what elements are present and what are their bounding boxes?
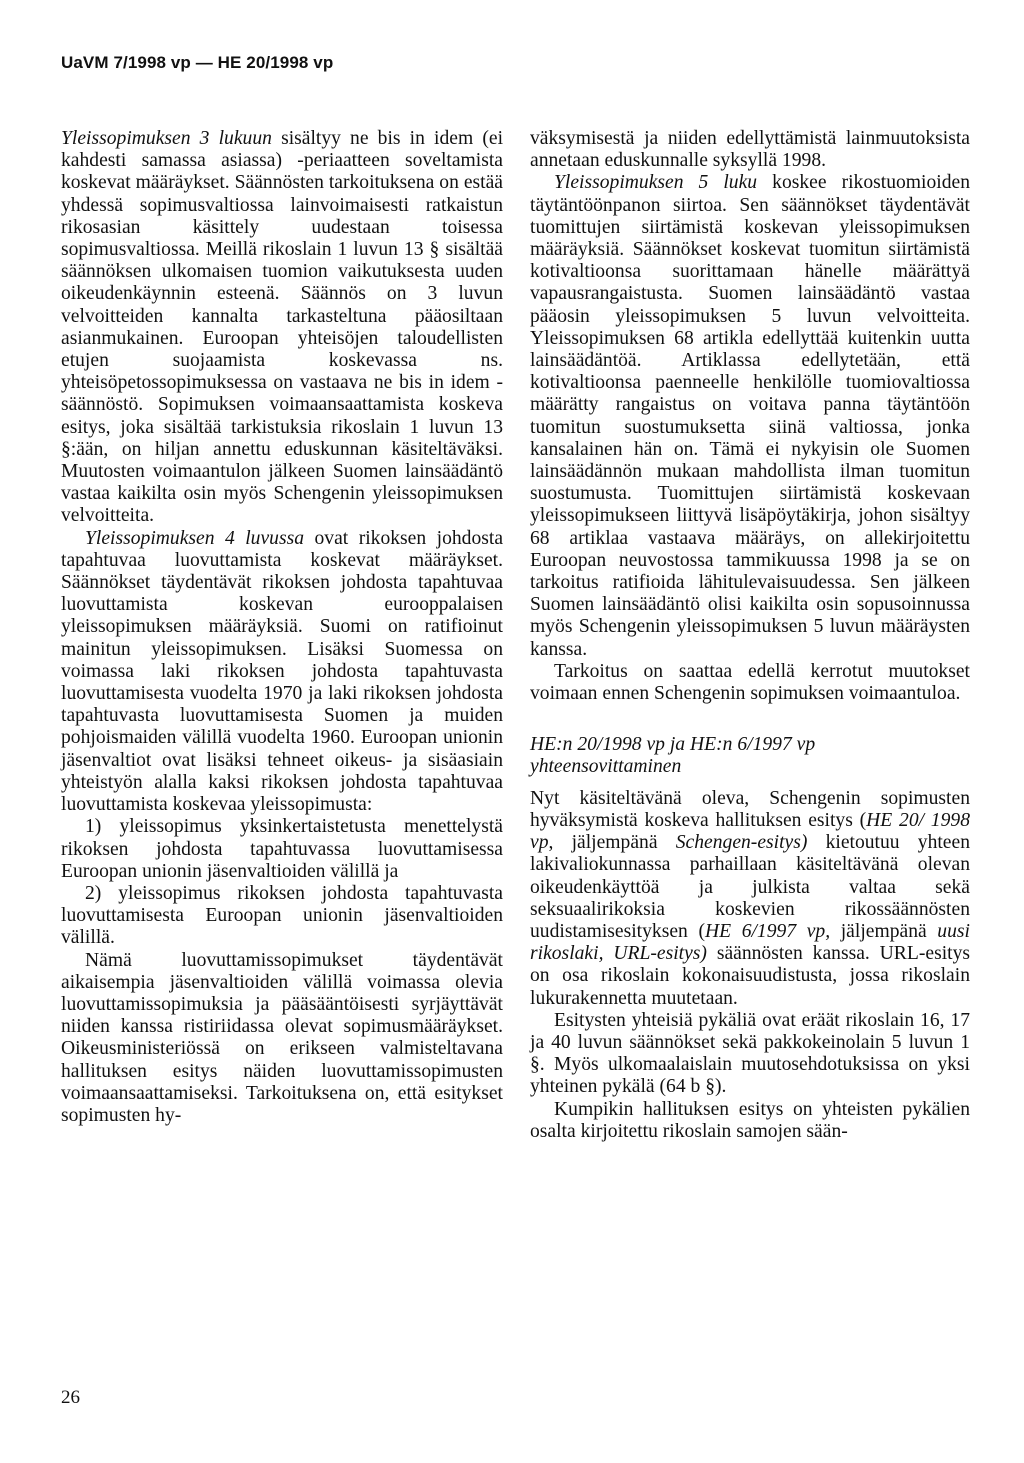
chapter-5-text: koskee rikostuomioiden täytäntöönpanon siirtoa. Sen säännökset täydentävät tuomittujen siirtämistä koskevan yleissopimuksen määräyksiä. Säännökset koskevat tuomitun siirtämistä kotivaltioonsa suorittamaan hänelle määrättyä vapausrangaistusta. Suomen lainsäädäntö vastaa pääosin yleissopimuksen 5 luvun velvoitteita. Yleissopimuksen 68 artikla edellyttää kuitenkin uutta lainsäädäntöä. Artiklassa edellytetään, että kotivaltioonsa paenneelle henkilölle tuomiovaltiossa määrätty rangaistus on voitava panna täytäntöön tuomitun suostumuksetta siinä valtiossa, jonka kansalainen hän on. Tämä ei nykyisin ole Suomen lainsäädännön mukaan mahdollista ilman tuomitun suostumusta. Tuomittujen siirtämistä koskevaan yleissopimukseen liittyvä lisäpöytäkirja, johon sisältyy 68 artiklaa vastaava määräys, on allekirjoitettu Euroopan neuvostossa tammikuussa 1998 ja se on tarkoitus ratifioida lähitulevaisuudessa. Sen jälkeen Suomen lainsäädäntö olisi kaikilta osin sopusoinnussa myös Schengenin yleissopimuksen 5 luvun määräysten kanssa. xyxy=(530,172,971,660)
coordination-text-e: kietoutuu yhteen lakivaliokunnassa parhaillaan käsiteltävänä olevan oikeudenkäyttöä ja julkista valtaa sekä seksuaalirikoksia koskevien rikossäännösten uudistamisesityksen ( xyxy=(530,832,971,942)
paragraph-chapter-5 xyxy=(530,172,970,660)
paragraph-common-sections: Esitysten yhteisiä pykäliä ovat eräät rikoslain 16, 17 ja 40 luvun säännökset sekä pakkokeinolain 5 luvun 1 §. Myös ulkomaalaislain muutosehdotuksissa on yksi yhteinen pykälä (64 b §). xyxy=(530,1009,970,1098)
paragraph-both-proposals: Kumpikin hallituksen esitys on yhteisten pykälien osalta kirjoitettu rikoslain samojen sään- xyxy=(530,1098,970,1142)
chapter-4-text: ovat rikoksen johdosta tapahtuvaa luovuttamista koskevat määräykset. Säännökset täydentävät rikoksen johdosta tapahtuvaa luovuttamista koskevan eurooppalaisen yleissopimuksen määräyksiä. Suomi on ratifioinut mainitun yleissopimuksen. Lisäksi Suomessa on voimassa laki rikoksen johdosta tapahtuvasta luovuttamisesta vuodelta 1970 ja laki rikoksen johdosta tapahtuvasta luovuttamisesta Suomen ja muiden pohjoismaiden välillä vuodelta 1960. Euroopan unionin jäsenvaltiot ovat lisäksi tehneet oikeus- ja sisäasiain yhteistyön alalla kaksi rikoksen johdosta tapahtuvaa luovuttamista koskevaa yleissopimusta: xyxy=(61,527,504,816)
paragraph-extradition-agreements: Nämä luovuttamissopimukset täydentävät aikaisempia jäsenvaltioiden välillä voimassa olevia luovuttamissopimuksia ja pääsääntöisesti syrjäyttävät niiden kanssa ristiriidassa olevat sopimusmääräykset. Oikeusministeriössä on erikseen valmisteltavana hallituksen esitys näiden luovuttamissopimusten voimaansaattamiseksi. Tarkoituksena on, että esitykset sopimusten hy- xyxy=(61,949,503,1126)
paragraph-coordination xyxy=(530,788,970,1010)
coordination-text-g: jäljempänä xyxy=(840,920,927,942)
paragraph-chapter-4 xyxy=(61,528,503,817)
coordination-text-i: säännösten kanssa. URL-esitys on osa rikoslain kokonaisuudistusta, jossa rikoslain lukurakennetta muutetaan. xyxy=(530,943,970,1009)
chapter-3-title: Yleissopimuksen 3 lukuun xyxy=(61,128,272,149)
page-number: 26 xyxy=(61,1387,80,1408)
paragraph-chapter-3 xyxy=(61,128,503,528)
chapter-5-title: Yleissopimuksen 5 luku xyxy=(554,172,758,194)
chapter-3-text: sisältyy ne bis in idem (ei kahdesti samassa asiassa) -periaatteen soveltamista koskevat määräykset. Säännösten tarkoituksena on estää yhdessä sopimusvaltiossa lainvoimaisesti ratkaistun rikosasian käsittely uudestaan toisessa sopimusvaltiossa. Meillä rikoslain 1 luvun 13 § sisältää säännöksen ulkomaisen tuomion vaikutuksesta uuden oikeudenkäynnin esteenä. Säännös on 3 luvun velvoitteiden kannalta tarkasteltuna pääosiltaan asianmukainen. Euroopan yhteisöjen taloudellisten etujen suojaamista koskevassa ns. yhteisöpetossopimuksessa on vastaava ne bis in idem -säännöstö. Sopimuksen voimaansaattamista koskeva esitys, joka sisältää tarkistuksia rikoslain 1 luvun 13 §:ään, on hiljan annettu eduskunnan käsiteltäväksi. Muutosten voimaantulon jälkeen Suomen lainsäädäntö vastaa kaikilta osin myös Schengenin yleissopimuksen velvoitteita. xyxy=(61,128,504,527)
coordination-ref-schengen: Schengen-esitys) xyxy=(675,832,808,854)
coordination-ref-url: uusi rikoslaki, URL-esitys) xyxy=(530,920,970,965)
left-column xyxy=(61,128,503,1127)
section-heading: HE:n 20/1998 vp ja HE:n 6/1997 vp yhteensovittaminen xyxy=(530,734,816,778)
running-header: UaVM 7/1998 vp — HE 20/1998 vp xyxy=(61,53,334,72)
coordination-text-a: Nyt käsiteltävänä oleva, Schengenin sopimusten hyväksymistä koskeva hallituksen esitys ( xyxy=(530,787,970,831)
list-item-1: 1) yleissopimus yksinkertaistetusta menettelystä rikoksen johdosta tapahtuvassa luovuttamisessa Euroopan unionin jäsenvaltioiden välillä ja xyxy=(61,816,503,882)
paragraph-continuation: väksymisestä ja niiden edellyttämistä lainmuutoksista annetaan eduskunnalle syksyllä 1998. xyxy=(530,128,970,172)
paragraph-intent: Tarkoitus on saattaa edellä kerrotut muutokset voimaan ennen Schengenin sopimuksen voimaantuloa. xyxy=(530,660,970,705)
right-column xyxy=(530,128,970,1143)
chapter-4-title: Yleissopimuksen 4 luvussa xyxy=(85,527,305,549)
list-item-2: 2) yleissopimus rikoksen johdosta tapahtuvasta luovuttamisesta Euroopan unionin jäsenvaltioiden välillä. xyxy=(61,882,503,949)
coordination-text-c: , jäljempänä xyxy=(548,832,658,854)
coordination-ref-he6: HE 6/1997 vp, xyxy=(704,920,831,942)
coordination-ref-he20: HE 20/ 1998 vp xyxy=(530,809,970,854)
